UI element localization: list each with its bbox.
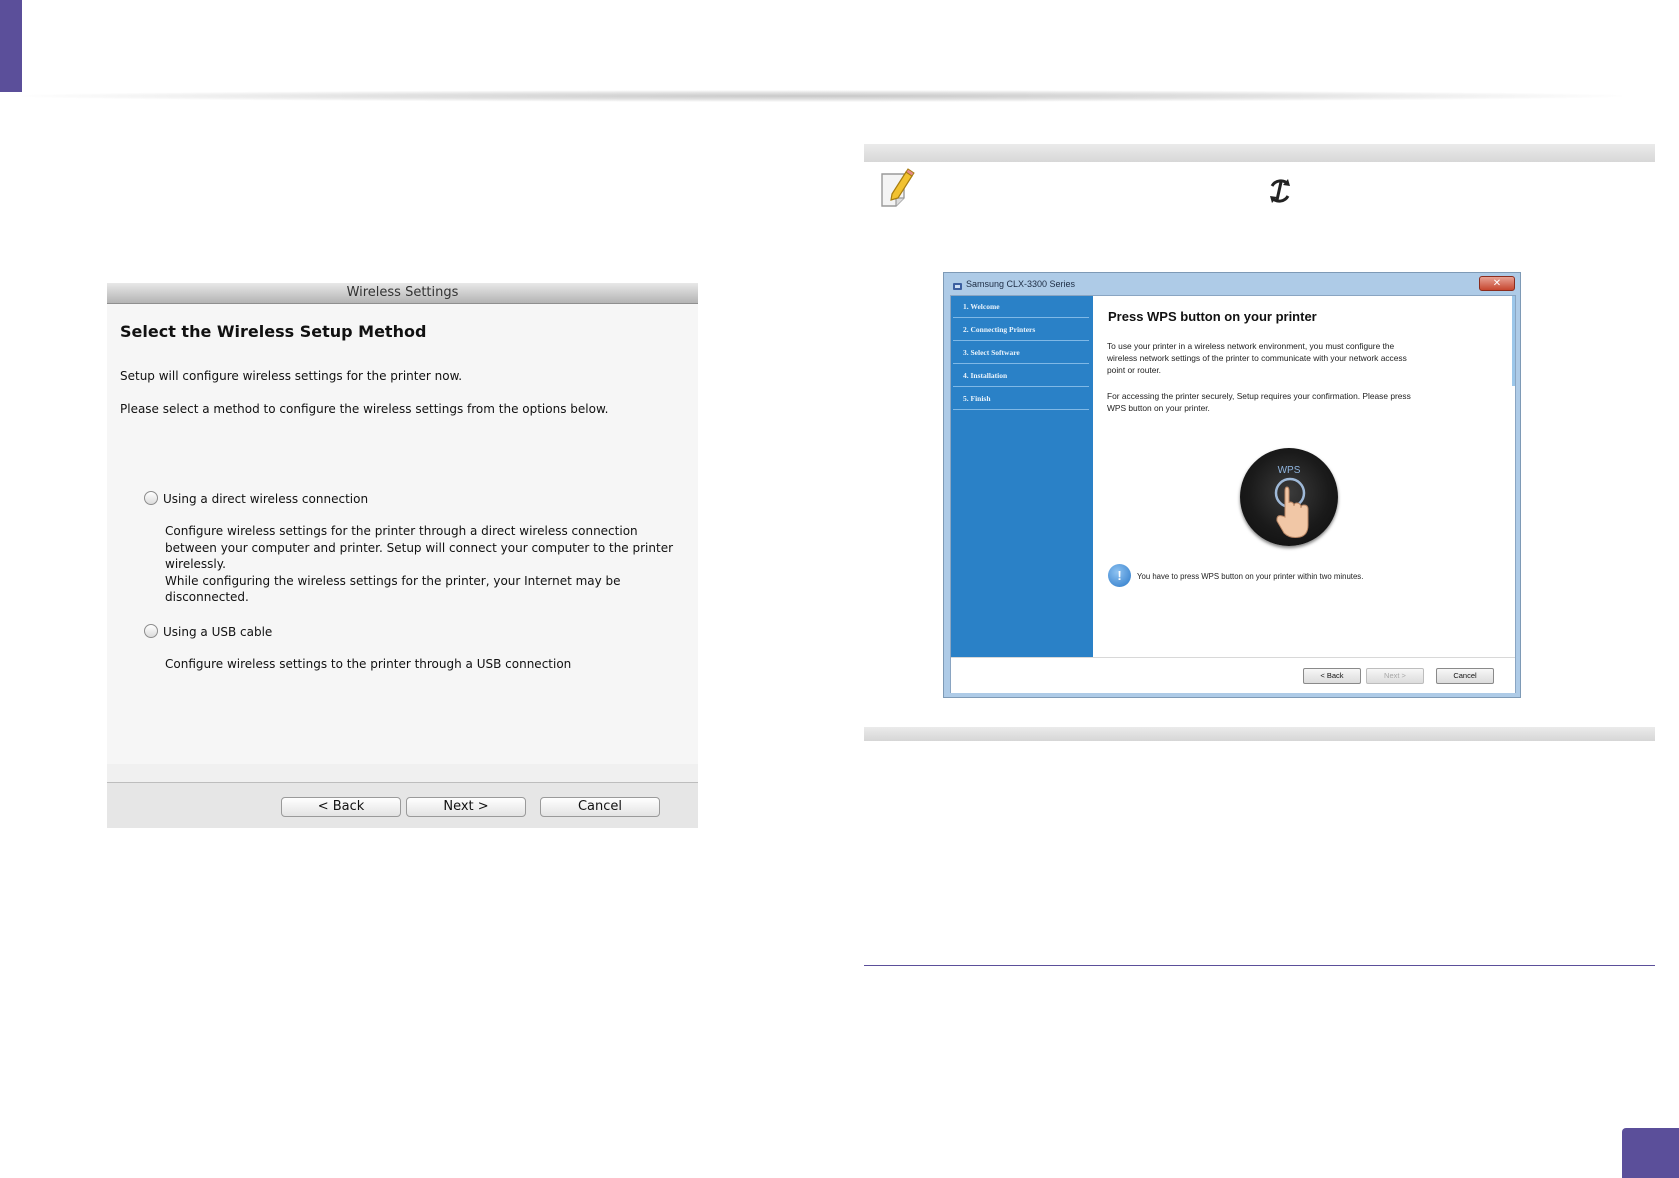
- info-message: You have to press WPS button on your printer within two minutes.: [1137, 572, 1364, 581]
- installer-footer: [951, 657, 1515, 693]
- dialog-body: [107, 304, 698, 764]
- installer-paragraph-2: [1107, 390, 1497, 414]
- close-icon[interactable]: ✕: [1479, 276, 1515, 291]
- installer-window-title: Samsung CLX-3300 Series: [966, 279, 1076, 289]
- note-bottom-bar: [864, 727, 1655, 741]
- description-line: between your computer and printer. Setup will connect your computer to the printer: [165, 540, 674, 555]
- chapter-accent-bar: [0, 0, 22, 92]
- instruction-text: Please select a method to configure the wireless settings from the options below.: [120, 402, 609, 416]
- paragraph-line: For accessing the printer securely, Setup requires your confirmation. Please press: [1107, 391, 1411, 401]
- samsung-app-icon: [952, 279, 963, 290]
- installer-next-button[interactable]: Next >: [1366, 668, 1424, 684]
- wireless-settings-dialog: [107, 283, 698, 827]
- usb-cable-radio[interactable]: [144, 624, 158, 638]
- dialog-heading: Select the Wireless Setup Method: [120, 322, 427, 341]
- intro-text: Setup will configure wireless settings for the printer now.: [120, 369, 463, 383]
- usb-cable-label[interactable]: Using a USB cable: [163, 625, 273, 639]
- paragraph-line: wireless network settings of the printer to communicate with your network access: [1107, 353, 1407, 363]
- description-line: Configure wireless settings for the printer through a direct wireless connection: [165, 524, 638, 538]
- step-installation: 4. Installation: [953, 365, 1089, 387]
- paragraph-line: WPS button on your printer.: [1107, 403, 1210, 413]
- paragraph-line: point or router.: [1107, 365, 1162, 375]
- usb-cable-description: Configure wireless settings to the printer through a USB connection: [165, 657, 572, 671]
- step-select-software: 3. Select Software: [953, 342, 1089, 364]
- installer-content: [1093, 296, 1515, 657]
- description-line: disconnected.: [165, 590, 249, 604]
- note-top-bar: [864, 144, 1655, 162]
- scrollbar[interactable]: [1512, 296, 1515, 386]
- wps-icon: [1266, 176, 1294, 206]
- paragraph-line: To use your printer in a wireless network environment, you must configure the: [1107, 341, 1395, 351]
- pressing-hand-icon: [1268, 473, 1314, 539]
- installer-cancel-button[interactable]: Cancel: [1436, 668, 1494, 684]
- direct-wireless-description: [165, 523, 673, 606]
- info-icon: !: [1108, 564, 1131, 587]
- description-line: While configuring the wireless settings for the printer, your Internet may be: [165, 573, 621, 588]
- step-connecting-printers: 2. Connecting Printers: [953, 319, 1089, 341]
- wps-label: WPS: [1277, 465, 1301, 476]
- installer-back-button[interactable]: < Back: [1303, 668, 1361, 684]
- page-number-tab: [1622, 1128, 1679, 1178]
- direct-wireless-label[interactable]: Using a direct wireless connection: [163, 492, 369, 506]
- note-pencil-icon: [879, 168, 917, 210]
- installer-heading: Press WPS button on your printer: [1108, 309, 1317, 324]
- section-divider: [864, 965, 1655, 966]
- step-welcome: 1. Welcome: [953, 296, 1089, 318]
- dialog-footer: [107, 782, 698, 828]
- description-line: wirelessly.: [165, 557, 226, 571]
- step-finish: 5. Finish: [953, 388, 1089, 410]
- installer-window: [943, 272, 1521, 698]
- next-button[interactable]: Next >: [406, 797, 526, 817]
- dialog-titlebar: Wireless Settings: [107, 283, 698, 304]
- header-divider: [22, 90, 1622, 102]
- wps-button-illustration: [1240, 448, 1338, 546]
- installer-steps-sidebar: [951, 296, 1093, 657]
- cancel-button[interactable]: Cancel: [540, 797, 660, 817]
- back-button[interactable]: < Back: [281, 797, 401, 817]
- installer-client-area: [950, 295, 1516, 693]
- direct-wireless-radio[interactable]: [144, 491, 158, 505]
- installer-paragraph-1: [1107, 340, 1497, 376]
